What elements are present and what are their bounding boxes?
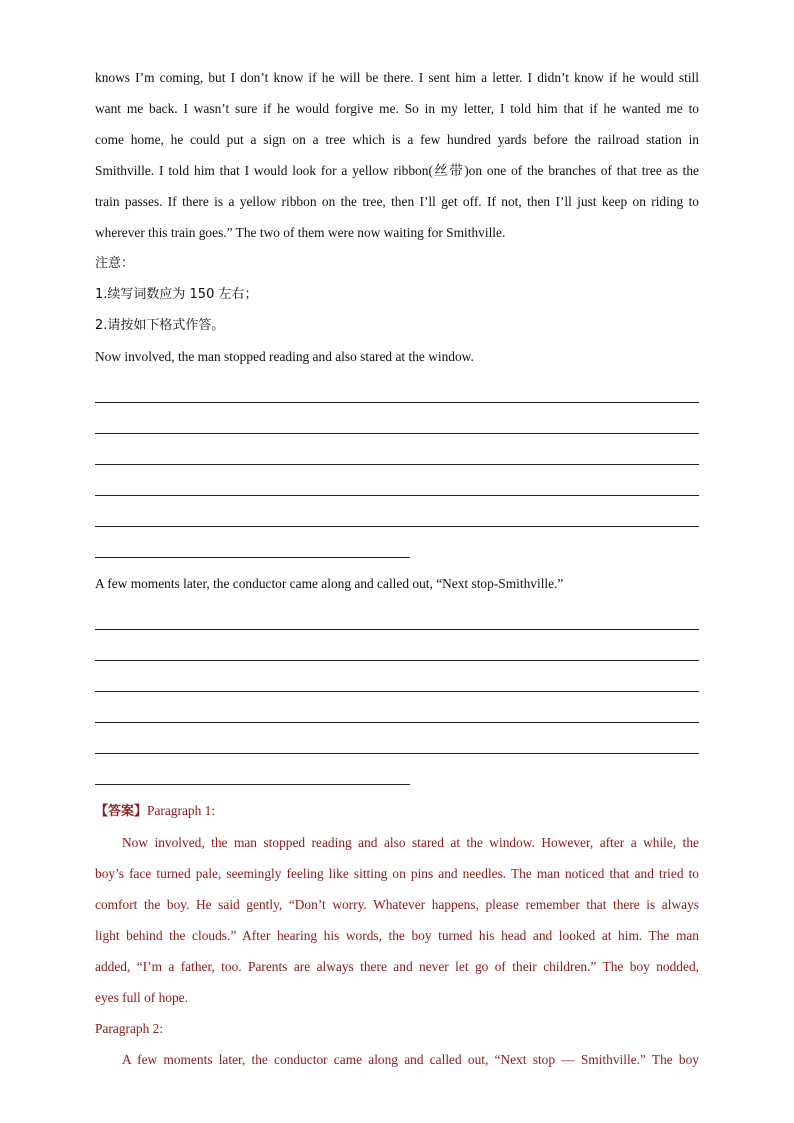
answer-section: [95, 795, 699, 1075]
story-line: train passes. If there is a yellow ribbon on the tree, then I’ll get off. If not, then I’ll just keep on riding to: [95, 194, 699, 209]
writing-line[interactable]: [95, 496, 699, 527]
writing-line-short[interactable]: [95, 754, 699, 785]
writing-lines-2: [95, 599, 699, 785]
answer-tag: 【答案】: [95, 804, 148, 819]
document-page: [95, 62, 699, 1075]
answer-line: boy’s face turned pale, seemingly feeling like sitting on pins and needles. The man noticed that and tried to: [95, 866, 699, 881]
story-line: knows I’m coming, but I don’t know if he will be there. I sent him a letter. I didn’t know if he would still: [95, 70, 699, 85]
story-line: want me back. I wasn’t sure if he would forgive me. So in my letter, I told him that if he wanted me to: [95, 101, 699, 116]
answer-line: added, “I’m a father, too. Parents are always there and never let go of their children.” The boy nodded,: [95, 959, 699, 974]
writing-line[interactable]: [95, 403, 699, 434]
answer-line: A few moments later, the conductor came along and called out, “Next stop — Smithville.” The boy: [122, 1052, 699, 1067]
story-line: come home, he could put a sign on a tree which is a few hundred yards before the railroad station in: [95, 132, 699, 147]
writing-line[interactable]: [95, 599, 699, 630]
answer-header: [95, 795, 699, 827]
writing-line[interactable]: [95, 434, 699, 465]
paragraph-1-prompt: Now involved, the man stopped reading and also stared at the window.: [95, 349, 474, 364]
writing-lines-1: [95, 372, 699, 558]
writing-line-short[interactable]: [95, 527, 699, 558]
writing-line[interactable]: [95, 723, 699, 754]
story-line: Smithville. I told him that I would look for a yellow ribbon(丝带)on one of the branches of that tree as the: [95, 163, 699, 178]
answer-line: light behind the clouds.” After hearing his words, the boy turned his head and looked at him. The man: [95, 928, 699, 943]
story-text: [95, 62, 699, 248]
paragraph-2-prompt: A few moments later, the conductor came along and called out, “Next stop-Smithville.”: [95, 576, 564, 591]
story-line: wherever this train goes.” The two of them were now waiting for Smithville.: [95, 225, 506, 240]
answer-p1-label: Paragraph 1:: [147, 803, 216, 818]
notes-item-2: 2.请按如下格式作答。: [95, 318, 225, 333]
answer-p2-label: Paragraph 2:: [95, 1021, 164, 1036]
writing-line[interactable]: [95, 692, 699, 723]
notes-heading: 注意：: [95, 256, 135, 271]
writing-line[interactable]: [95, 465, 699, 496]
answer-line: comfort the boy. He said gently, “Don’t worry. Whatever happens, please remember that there is always: [95, 897, 699, 912]
writing-line[interactable]: [95, 661, 699, 692]
writing-line[interactable]: [95, 372, 699, 403]
writing-line[interactable]: [95, 630, 699, 661]
notes-item-1: 1.续写词数应为 150 左右；: [95, 287, 258, 302]
answer-line: Now involved, the man stopped reading and also stared at the window. However, after a while, the: [122, 835, 699, 850]
answer-line: eyes full of hope.: [95, 990, 188, 1005]
